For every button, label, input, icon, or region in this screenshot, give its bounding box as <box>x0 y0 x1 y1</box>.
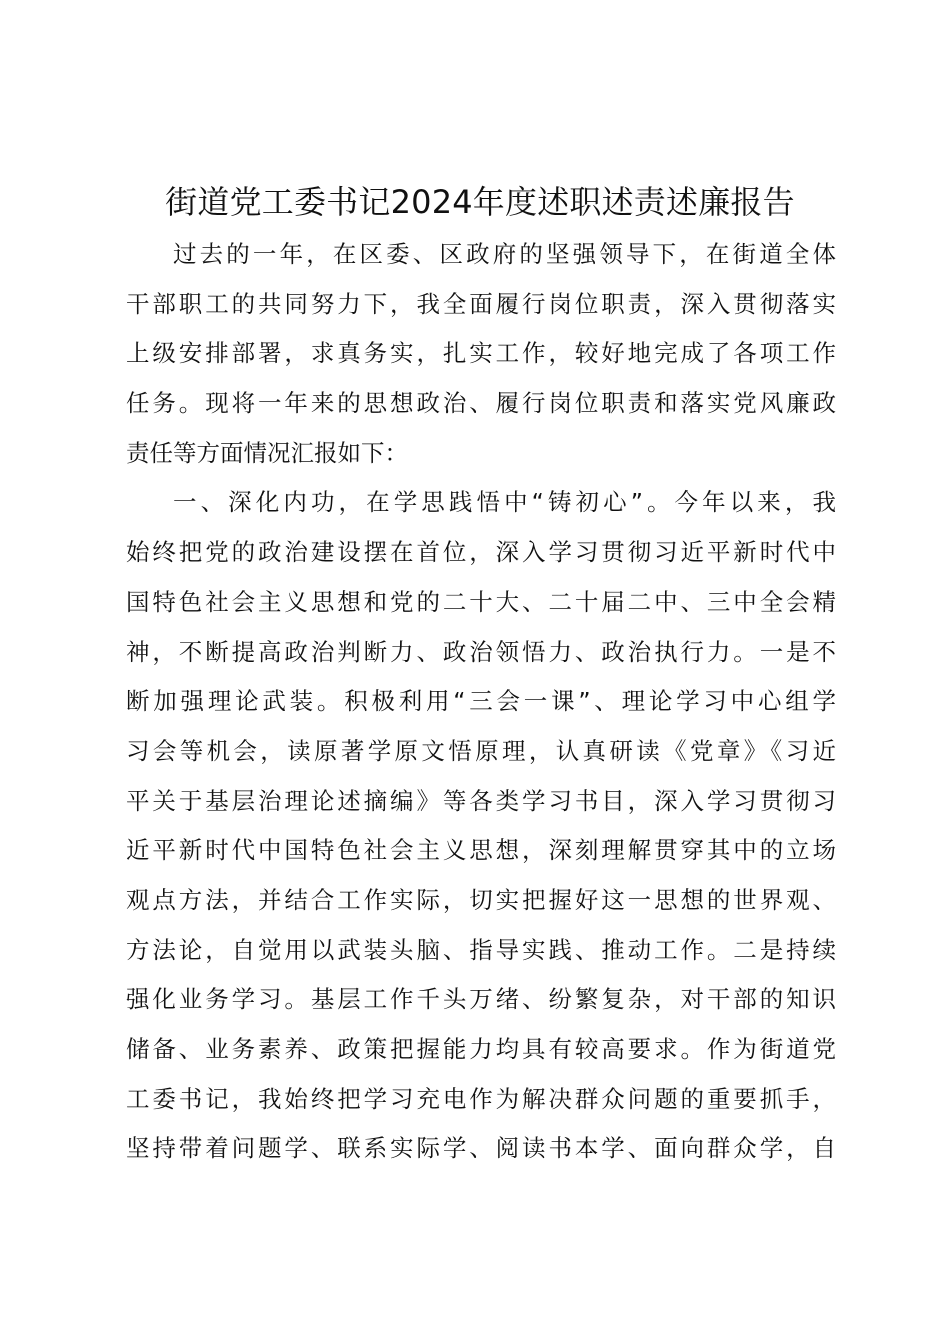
paragraph-line: 责任等方面情况汇报如下： <box>126 438 408 467</box>
paragraph-line: 方法论，自觉用以武装头脑、指导实践、推动工作。二是持续 <box>126 935 836 964</box>
paragraph-line: 任务。现将一年来的思想政治、履行岗位职责和落实党风廉政 <box>126 389 836 418</box>
document-title: 街道党工委书记2024年度述职述责述廉报告 <box>165 183 795 221</box>
paragraph-line: 断加强理论武装。积极利用“三会一课”、理论学习中心组学 <box>126 687 836 716</box>
paragraph-line: 储备、业务素养、政策把握能力均具有较高要求。作为街道党 <box>126 1035 836 1063</box>
paragraph-line: 坚持带着问题学、联系实际学、阅读书本学、面向群众学，自 <box>126 1134 836 1163</box>
paragraph-line: 国特色社会主义思想和党的二十大、二十届二中、三中全会精 <box>126 587 836 616</box>
document-body <box>126 230 836 1174</box>
paragraph-line: 过去的一年，在区委、区政府的坚强领导下，在街道全体 <box>173 240 836 268</box>
paragraph-line: 观点方法，并结合工作实际，切实把握好这一思想的世界观、 <box>126 885 836 914</box>
paragraph-line: 干部职工的共同努力下，我全面履行岗位职责，深入贯彻落实 <box>126 289 836 318</box>
paragraph-line: 工委书记，我始终把学习充电作为解决群众问题的重要抓手， <box>126 1084 836 1113</box>
paragraph-line: 始终把党的政治建设摆在首位，深入学习贯彻习近平新时代中 <box>126 538 836 567</box>
paragraph-line: 强化业务学习。基层工作千头万绪、纷繁复杂，对干部的知识 <box>126 985 836 1014</box>
paragraph-line: 一、深化内功，在学思践悟中“铸初心”。今年以来，我 <box>173 488 836 517</box>
paragraph-line: 近平新时代中国特色社会主义思想，深刻理解贯穿其中的立场 <box>126 836 836 865</box>
paragraph-line: 神，不断提高政治判断力、政治领悟力、政治执行力。一是不 <box>126 637 836 666</box>
paragraph-line: 上级安排部署，求真务实，扎实工作，较好地完成了各项工作 <box>126 339 836 368</box>
paragraph-line: 习会等机会，读原著学原文悟原理，认真研读《党章》《习近 <box>126 736 836 765</box>
paragraph-line: 平关于基层治理论述摘编》等各类学习书目，深入学习贯彻习 <box>126 786 836 815</box>
